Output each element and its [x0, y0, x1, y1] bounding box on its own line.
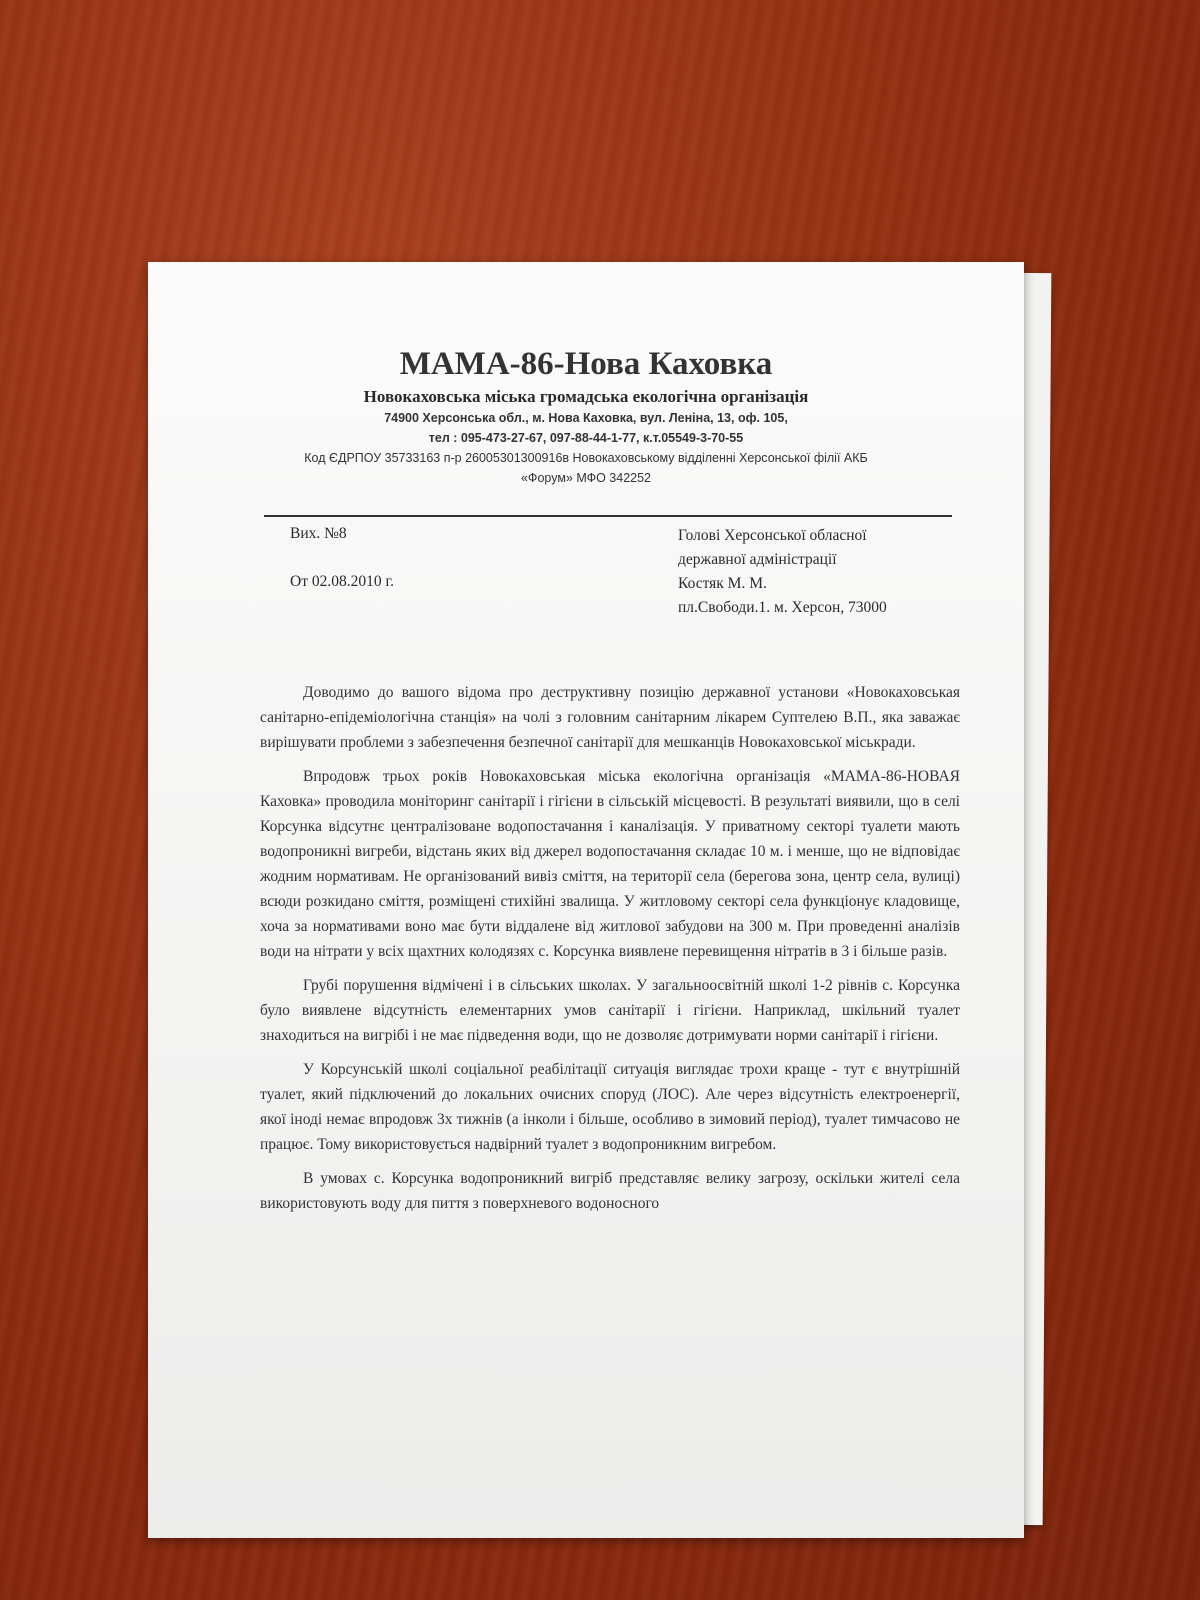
letter-page — [148, 262, 1024, 1538]
body-paragraph: Впродовж трьох років Новокаховськая міська екологічна організація «МАМА-86-НОВАЯ Каховка» проводила моніторинг санітарії і гігієни в сільській місцевості. В результаті виявили, що в селі Корсунка відсутнє централізоване водопостачання і каналізація. У приватному секторі туалети мають водопроникні вигреби, відстань яких від джерел водопостачання складає 10 м. і менше, що не відповідає жодним нормативам. Не організований вивіз сміття, на території села (берегова зона, центр села, вулиці) всюди розкидано сміття, розміщені стихійні звалища. У житловому секторі села функціонує кладовище, хоча за нормативами воно має бути віддалене від житлової забудови на 300 м. При проведенні аналізів води на нітрати у всіх щахтних колодязях с. Корсунка виявлене перевищення нітратів в 3 і більше разів. — [260, 768, 960, 960]
addressee-line: Голові Херсонської обласної — [678, 527, 867, 544]
body-paragraph: В умовах с. Корсунка водопроникний вигріб представляє велику загрозу, оскільки жителі села використовують воду для пиття з поверхневого водоносного — [260, 1170, 960, 1212]
addressee-line: державної адміністрації — [678, 551, 837, 568]
letter-meta — [290, 522, 394, 594]
addressee-address: пл.Свободи.1. м. Херсон, 73000 — [678, 599, 887, 616]
addressee-block — [678, 524, 887, 620]
organization-bank-details-cont: «Форум» МФО 342252 — [520, 471, 652, 485]
organization-title: МАМА-86-Нова Каховка — [399, 346, 773, 382]
organization-subtitle: Новокаховська міська громадська екологічна організація — [363, 387, 809, 406]
letterhead — [148, 344, 1024, 488]
letterhead-divider — [264, 515, 952, 517]
body-paragraph: У Корсунській школі соціальної реабілітації ситуація виглядає трохи краще - тут є внутрішній туалет, який підключений до локальних очисних споруд (ЛОС). Але через відсутність електроенергії, якої іноді немає впродовж 3х тижнів (а інколи і більше, особливо в зимовий період), туалет тимчасово не працює. Тому використовується надвірний туалет з водопроникним вигребом. — [260, 1061, 960, 1153]
body-paragraph: Грубі порушення відмічені і в сільських школах. У загальноосвітній школі 1-2 рівнів с. Корсунка було виявлене відсутність елементарних умов санітарії і гігієни. Наприклад, шкільний туалет знаходиться на вигрібі і не має підведення води, що не дозволяє дотримувати норми санітарії і гігієни. — [260, 977, 960, 1044]
organization-bank-details: Код ЄДРПОУ 35733163 п-р 26005301300916в Новокаховському відділенні Херсонської філії АКБ — [304, 451, 868, 465]
letter-body — [260, 680, 960, 1225]
organization-phones: тел : 095-473-27-67, 097-88-44-1-77, к.т.05549-3-70-55 — [428, 431, 744, 445]
addressee-name: Костяк М. М. — [678, 575, 767, 592]
letter-date: От 02.08.2010 г. — [290, 573, 394, 590]
outgoing-number: Вих. №8 — [290, 525, 347, 542]
organization-address: 74900 Херсонська обл., м. Нова Каховка, вул. Леніна, 13, оф. 105, — [384, 411, 788, 425]
body-paragraph: Доводимо до вашого відома про деструктивну позицію державної установи «Новокаховськая санітарно-епідеміологічна станція» на чолі з головним санітарним лікарем Суптелею В.П., яка заважає вирішувати проблеми з забезпечення безпечної санітарії для мешканців Новокаховської міськради. — [260, 684, 960, 751]
